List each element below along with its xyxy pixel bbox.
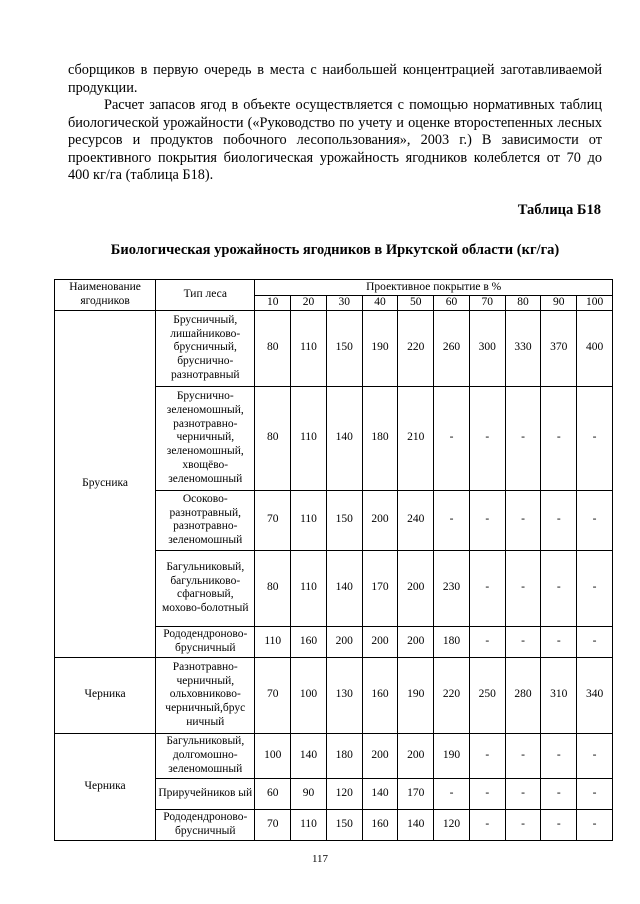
- yield-cell: -: [505, 386, 541, 490]
- yield-cell: 240: [398, 490, 434, 550]
- yield-cell: 140: [291, 733, 327, 778]
- yield-cell: -: [505, 809, 541, 840]
- coverage-value: 50: [398, 296, 434, 311]
- forest-type-cell: Разнотравно-черничный, ольховниково-черничный,брус ничный: [156, 657, 255, 733]
- yield-cell: 110: [291, 809, 327, 840]
- yield-cell: 200: [362, 490, 398, 550]
- yield-cell: 200: [362, 733, 398, 778]
- yield-cell: -: [434, 778, 470, 809]
- yield-cell: 70: [255, 490, 291, 550]
- yield-cell: 190: [434, 733, 470, 778]
- yield-cell: 260: [434, 310, 470, 386]
- yield-cell: 200: [398, 733, 434, 778]
- yield-cell: -: [577, 386, 613, 490]
- yield-cell: 110: [291, 550, 327, 626]
- yield-cell: 280: [505, 657, 541, 733]
- coverage-value: 80: [505, 296, 541, 311]
- yield-cell: -: [541, 733, 577, 778]
- yield-cell: -: [505, 550, 541, 626]
- table-title: Биологическая урожайность ягодников в Иркутской области (кг/га): [110, 242, 560, 258]
- yield-cell: 340: [577, 657, 613, 733]
- coverage-value: 20: [291, 296, 327, 311]
- forest-type-cell: Рододендроново-брусничный: [156, 809, 255, 840]
- yield-cell: -: [505, 490, 541, 550]
- forest-type-cell: Багульниковый, багульниково-сфагновый, мохово-болотный: [156, 550, 255, 626]
- yield-cell: 190: [398, 657, 434, 733]
- header-name: Наименование ягодников: [55, 280, 156, 311]
- yield-cell: 230: [434, 550, 470, 626]
- yield-cell: 130: [326, 657, 362, 733]
- yield-cell: -: [577, 550, 613, 626]
- yield-cell: 70: [255, 657, 291, 733]
- header-coverage: Проективное покрытие в %: [255, 280, 613, 296]
- yield-cell: -: [577, 778, 613, 809]
- yield-cell: 160: [291, 626, 327, 657]
- yield-cell: -: [469, 733, 505, 778]
- yield-cell: -: [577, 733, 613, 778]
- table-row: [55, 657, 613, 733]
- yield-cell: 80: [255, 386, 291, 490]
- yield-cell: 80: [255, 310, 291, 386]
- yield-cell: -: [541, 626, 577, 657]
- yield-cell: 180: [434, 626, 470, 657]
- yield-cell: -: [469, 778, 505, 809]
- yield-cell: -: [469, 550, 505, 626]
- yield-cell: -: [505, 626, 541, 657]
- coverage-value: 40: [362, 296, 398, 311]
- coverage-value: 10: [255, 296, 291, 311]
- header-forest-type: Тип леса: [156, 280, 255, 311]
- yield-cell: 330: [505, 310, 541, 386]
- yield-cell: 110: [291, 310, 327, 386]
- yield-cell: 300: [469, 310, 505, 386]
- yield-cell: -: [577, 809, 613, 840]
- yield-cell: 140: [398, 809, 434, 840]
- yield-cell: -: [541, 778, 577, 809]
- yield-cell: 200: [398, 626, 434, 657]
- yield-cell: 110: [291, 490, 327, 550]
- table-row: [55, 733, 613, 778]
- yield-cell: 170: [398, 778, 434, 809]
- yield-cell: -: [541, 809, 577, 840]
- coverage-value: 100: [577, 296, 613, 311]
- yield-cell: 110: [291, 386, 327, 490]
- berry-name-cell: Брусника: [55, 310, 156, 657]
- yield-cell: 310: [541, 657, 577, 733]
- header-row: [55, 280, 613, 296]
- yield-cell: 370: [541, 310, 577, 386]
- yield-cell: 60: [255, 778, 291, 809]
- yield-cell: -: [469, 809, 505, 840]
- berry-name-cell: Черника: [55, 733, 156, 840]
- forest-type-cell: Осоково-разнотравный, разнотравно-зеленомошный: [156, 490, 255, 550]
- table-row: [55, 310, 613, 386]
- yield-cell: -: [434, 386, 470, 490]
- yield-cell: 100: [255, 733, 291, 778]
- yield-cell: -: [577, 626, 613, 657]
- berry-name-cell: Черника: [55, 657, 156, 733]
- yield-cell: 180: [362, 386, 398, 490]
- yield-cell: 110: [255, 626, 291, 657]
- yield-cell: 220: [434, 657, 470, 733]
- yield-cell: 200: [398, 550, 434, 626]
- yield-cell: -: [469, 626, 505, 657]
- yield-cell: -: [469, 490, 505, 550]
- yield-cell: 210: [398, 386, 434, 490]
- coverage-value: 90: [541, 296, 577, 311]
- yield-cell: 90: [291, 778, 327, 809]
- paragraph-2: Расчет запасов ягод в объекте осуществляется с помощью нормативных таблиц биологической урожайности («Руководство по учету и оценке второстепенных лесных ресурсов и продуктов побочного лесопользования», 2003 г.) В зависимости от проективного покрытия биологическая урожайность ягодников колеблется от 70 до 400 кг/га (таблица Б18).: [68, 97, 602, 183]
- yield-cell: 190: [362, 310, 398, 386]
- yield-cell: 70: [255, 809, 291, 840]
- yield-cell: -: [541, 550, 577, 626]
- forest-type-cell: Брусничный, лишайниково-брусничный, бруснично-разнотравный: [156, 310, 255, 386]
- yield-cell: -: [505, 778, 541, 809]
- coverage-value: 60: [434, 296, 470, 311]
- page-number: 117: [311, 853, 329, 865]
- yield-cell: 100: [291, 657, 327, 733]
- yield-cell: 160: [362, 809, 398, 840]
- yield-cell: 250: [469, 657, 505, 733]
- yield-cell: 170: [362, 550, 398, 626]
- yield-cell: 120: [326, 778, 362, 809]
- yield-cell: 160: [362, 657, 398, 733]
- yield-cell: -: [434, 490, 470, 550]
- yield-cell: -: [541, 386, 577, 490]
- yield-cell: 400: [577, 310, 613, 386]
- yield-cell: -: [505, 733, 541, 778]
- yield-cell: 80: [255, 550, 291, 626]
- yield-cell: 220: [398, 310, 434, 386]
- forest-type-cell: Бруснично-зеленомошный, разнотравно-черничный, зеленомошный, хвощёво-зеленомошный: [156, 386, 255, 490]
- forest-type-cell: Рододендроново-брусничный: [156, 626, 255, 657]
- yield-cell: 200: [362, 626, 398, 657]
- yield-cell: 140: [326, 386, 362, 490]
- yield-cell: -: [577, 490, 613, 550]
- forest-type-cell: Багульниковый, долгомошно-зеленомошный: [156, 733, 255, 778]
- coverage-value: 70: [469, 296, 505, 311]
- yield-cell: 150: [326, 310, 362, 386]
- yield-cell: 140: [362, 778, 398, 809]
- table-label: Таблица Б18: [517, 202, 601, 218]
- yield-cell: -: [541, 490, 577, 550]
- yield-cell: 150: [326, 809, 362, 840]
- yield-cell: 140: [326, 550, 362, 626]
- paragraph-1: сборщиков в первую очередь в места с наибольшей концентрацией заготавливаемой продукции.: [68, 62, 602, 96]
- forest-type-cell: Приручейников ый: [156, 778, 255, 809]
- yield-cell: 150: [326, 490, 362, 550]
- coverage-value: 30: [326, 296, 362, 311]
- yield-cell: 120: [434, 809, 470, 840]
- yield-cell: 180: [326, 733, 362, 778]
- yield-cell: 200: [326, 626, 362, 657]
- yield-table: [54, 279, 613, 841]
- yield-cell: -: [469, 386, 505, 490]
